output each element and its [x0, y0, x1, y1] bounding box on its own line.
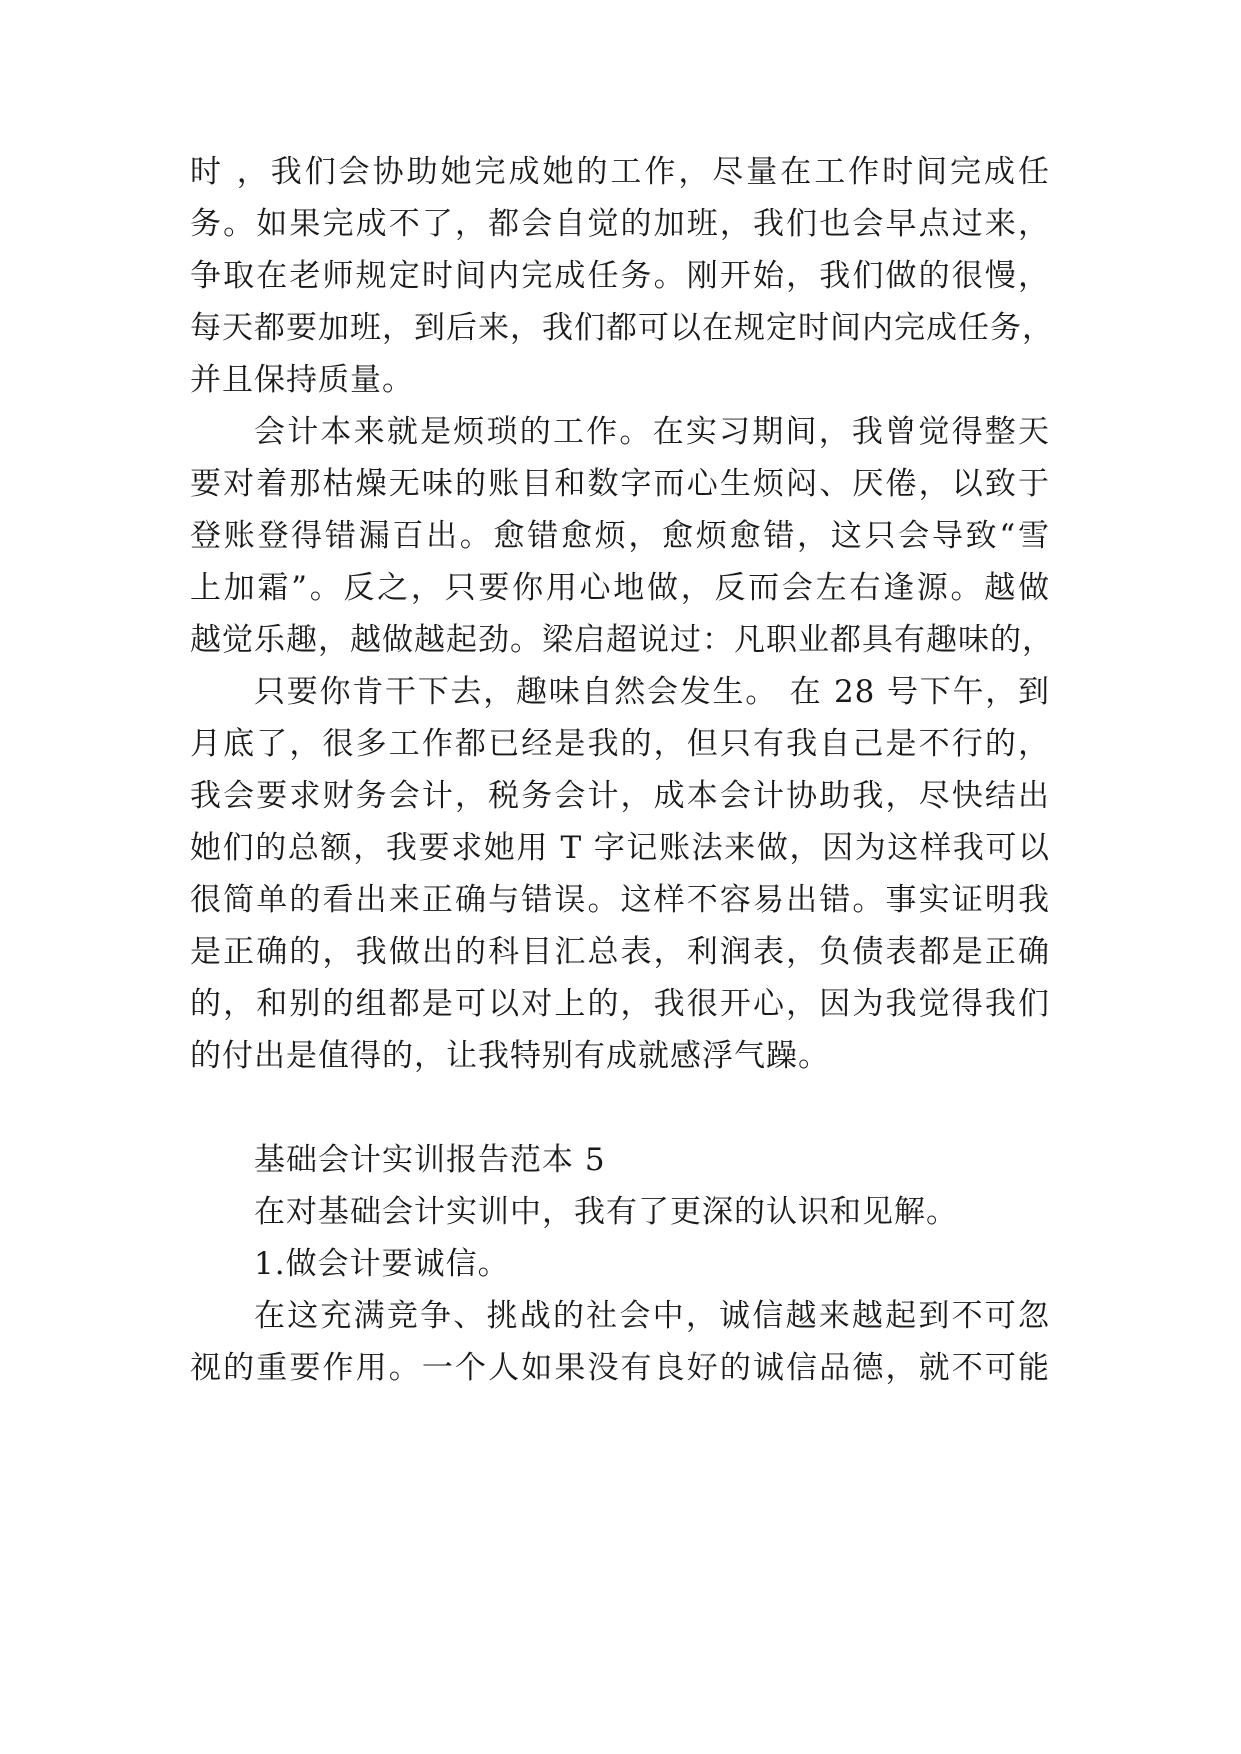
paragraph-line: 我会要求财务会计，税务会计，成本会计协助我，尽快结出 — [190, 778, 1050, 814]
paragraph-line: 登账登得错漏百出。愈错愈烦，愈烦愈错，这只会导致“雪 — [190, 518, 1050, 554]
paragraph-line: 要对着那枯燥无味的账目和数字而心生烦闷、厌倦，以致于 — [190, 466, 1050, 502]
paragraph-line: 每天都要加班，到后来，我们都可以在规定时间内完成任务， — [190, 310, 1054, 346]
section-heading: 基础会计实训报告范本 5 — [254, 1142, 606, 1178]
paragraph-line: 的，和别的组都是可以对上的，我很开心，因为我觉得我们 — [190, 986, 1050, 1022]
paragraph-line: 是正确的，我做出的科目汇总表，利润表，负债表都是正确 — [190, 934, 1050, 970]
paragraph-line: 时 ，我们会协助她完成她的工作，尽量在工作时间完成任 — [190, 154, 1050, 190]
paragraph-line: 在这充满竞争、挑战的社会中，诚信越来越起到不可忽 — [254, 1298, 1050, 1334]
paragraph-line: 只要你肯干下去，趣味自然会发生。 在 28 号下午，到 — [254, 674, 1050, 710]
paragraph-line: 她们的总额，我要求她用 T 字记账法来做，因为这样我可以 — [190, 830, 1050, 866]
list-item: 1.做会计要诚信。 — [254, 1246, 510, 1282]
paragraph-line: 在对基础会计实训中，我有了更深的认识和见解。 — [254, 1194, 958, 1230]
paragraph-line: 争取在老师规定时间内完成任务。刚开始，我们做的很慢， — [190, 258, 1050, 294]
paragraph-line: 越觉乐趣，越做越起劲。梁启超说过：凡职业都具有趣味的， — [190, 622, 1054, 658]
paragraph-line: 月底了，很多工作都已经是我的，但只有我自己是不行的， — [190, 726, 1050, 762]
paragraph-line: 并且保持质量。 — [190, 362, 414, 398]
paragraph-line: 视的重要作用。一个人如果没有良好的诚信品德，就不可能 — [190, 1350, 1050, 1386]
paragraph-line: 会计本来就是烦琐的工作。在实习期间，我曾觉得整天 — [254, 414, 1050, 450]
paragraph-line: 很简单的看出来正确与错误。这样不容易出错。事实证明我 — [190, 882, 1050, 918]
paragraph-line: 上加霜”。反之，只要你用心地做，反而会左右逢源。越做 — [190, 570, 1050, 606]
paragraph-line: 的付出是值得的，让我特别有成就感浮气躁。 — [190, 1038, 830, 1074]
paragraph-line: 务。如果完成不了，都会自觉的加班，我们也会早点过来， — [190, 206, 1050, 242]
